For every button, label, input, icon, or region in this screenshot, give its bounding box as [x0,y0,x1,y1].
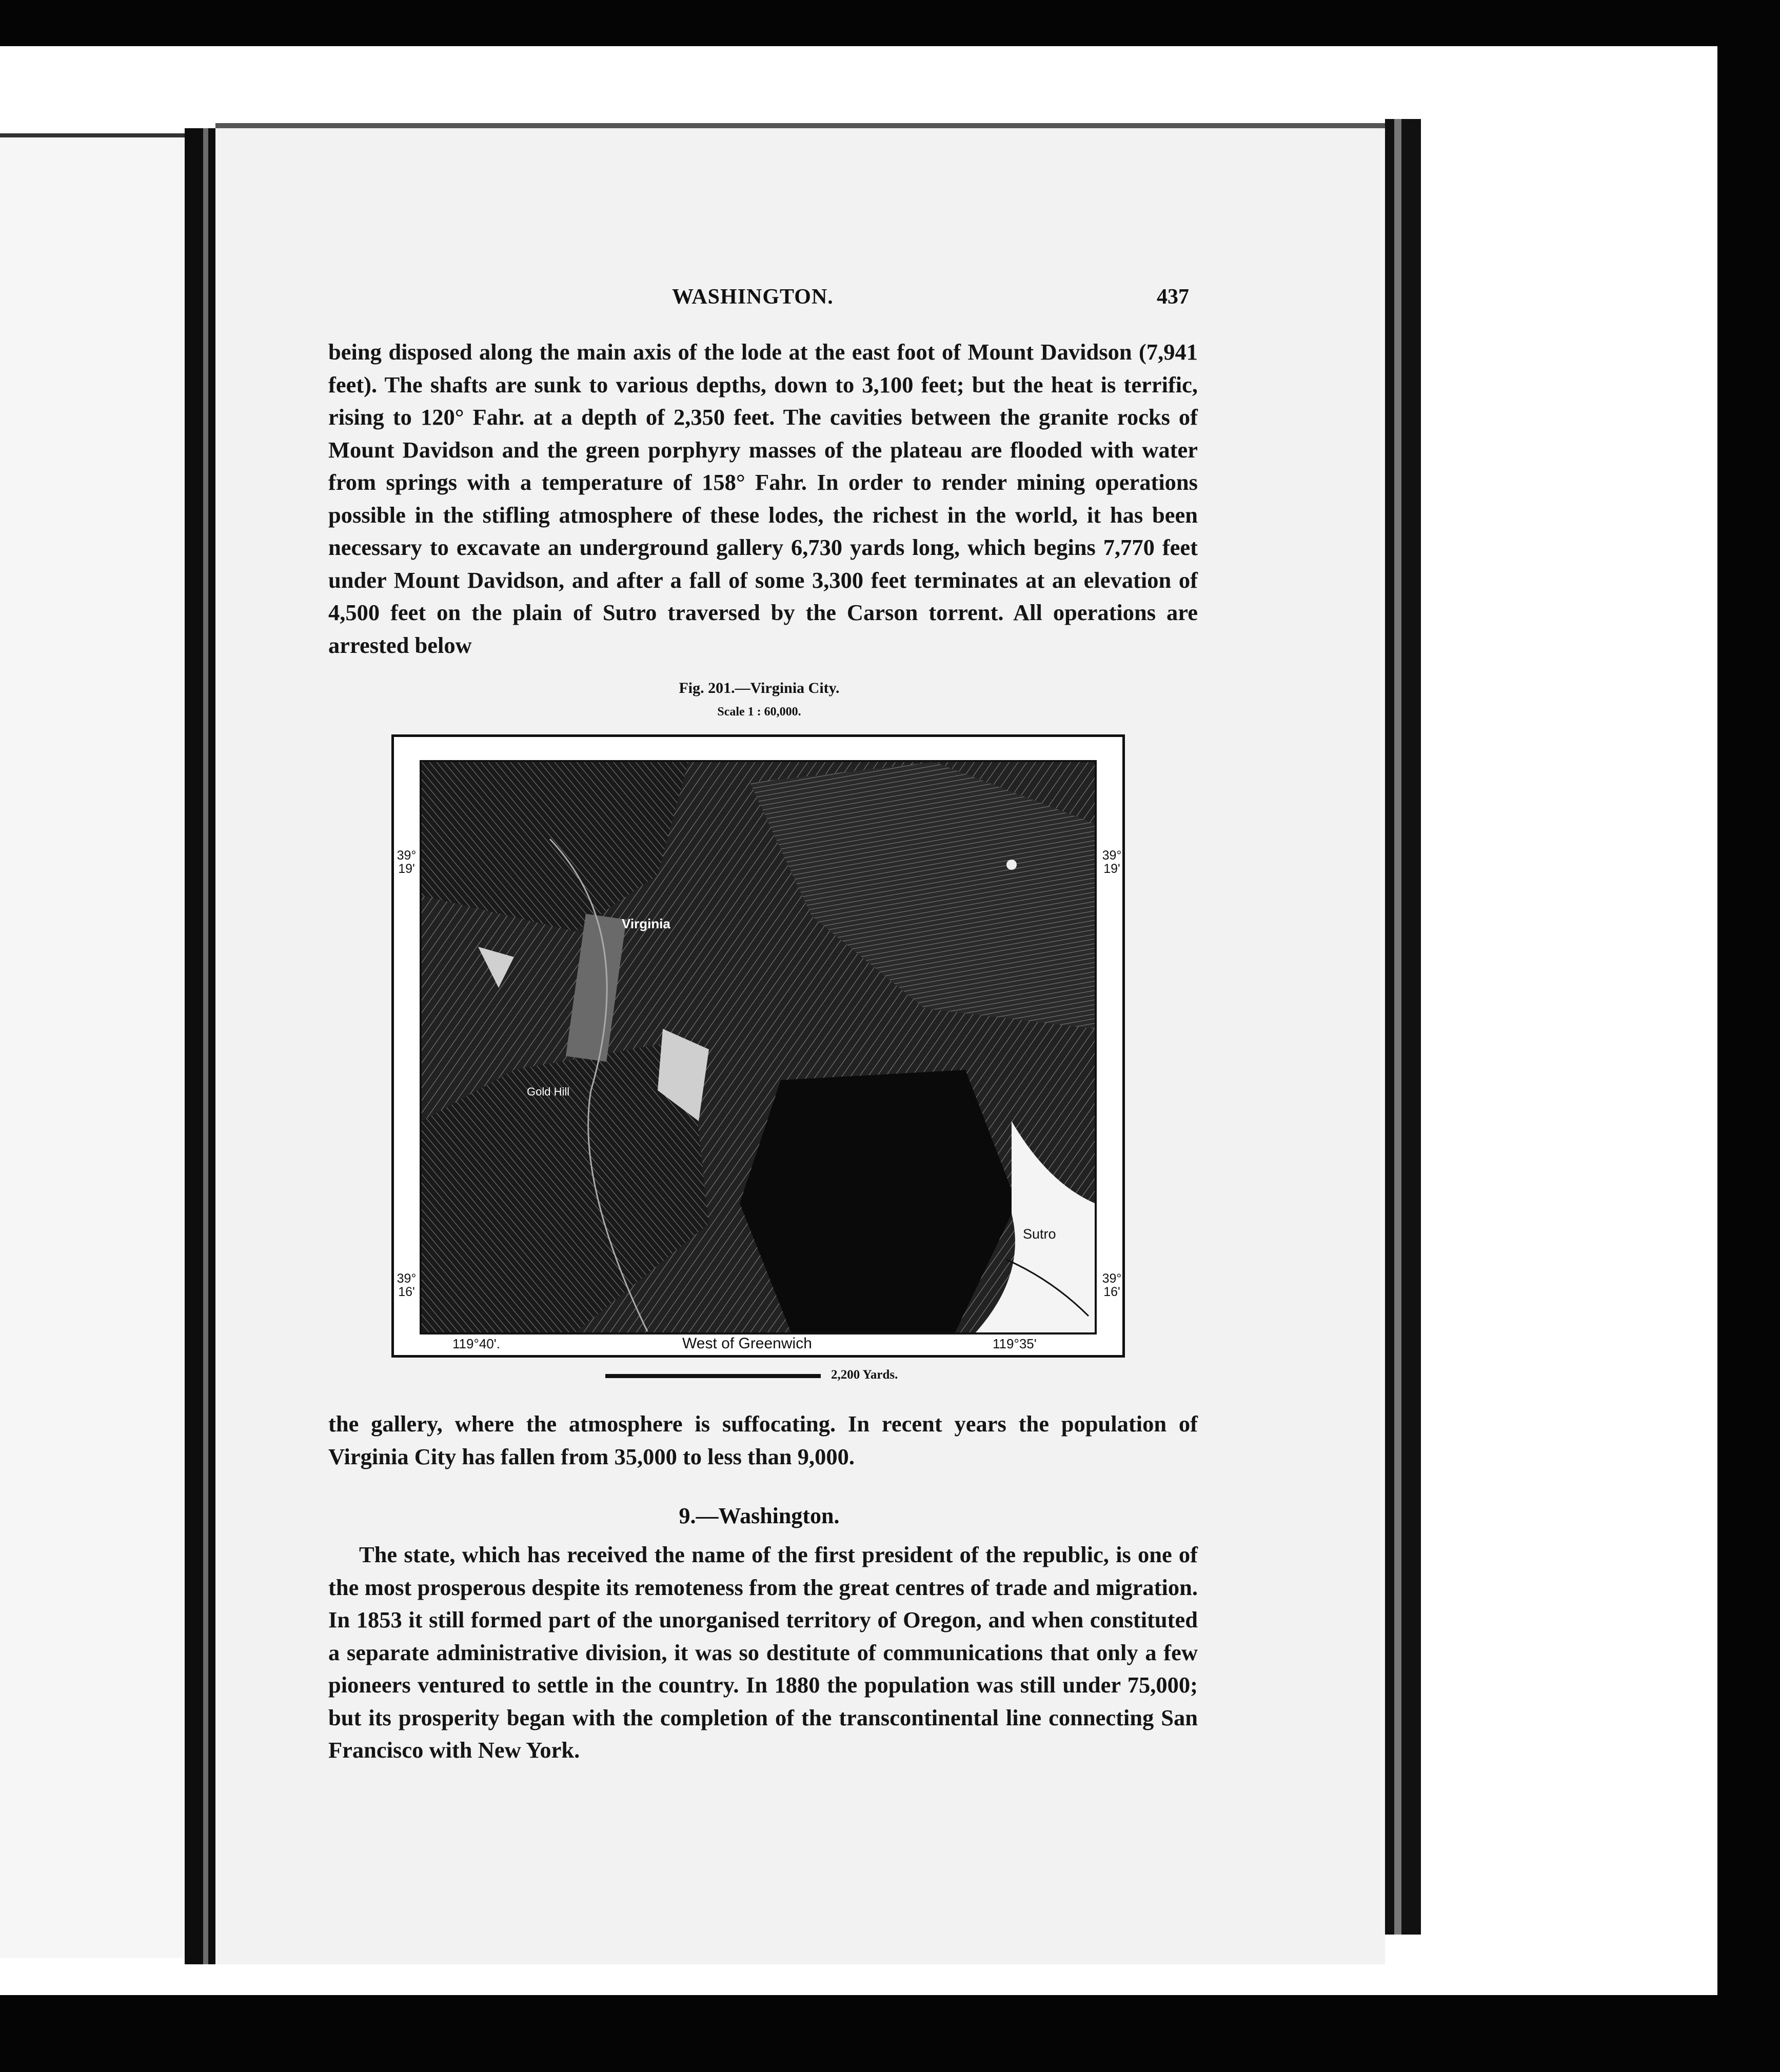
longitude-reference-label: West of Greenwich [682,1335,812,1352]
gutter-line [203,128,208,1964]
page-edge-line [1394,119,1401,1935]
scan-border-top [0,0,1780,46]
latitude-label-top-left: 39° 19' [397,848,417,876]
paragraph-text: being disposed along the main axis of the lode at the east foot of Mount Davidson (7,941 feet). The shafts are sunk to various depths, down to 3,100 feet; but the heat is terrific, rising to 120° Fahr. at a depth of 2,350 feet. The cavities between the granite rocks of Mount Davidson and the green porphyry masses of the plateau are flooded with water from springs with a temperature of 158° Fahr. In order to render mining operations possible in the stifling atmosphere of these lodes, the richest in the world, it has been necessary to excavate an underground gallery 6,730 yards long, which begins 7,770 feet under Mount Davidson, and after a fall of some 3,300 feet terminates at an elevation of 4,500 feet on the plain of Sutro traversed by the Carson torrent. All operations are arrested below [328,339,1198,658]
section-heading: 9.—Washington. [679,1503,840,1528]
book-gutter [185,128,215,1964]
map-label-gold-hill: Gold Hill [527,1085,570,1098]
body-paragraph-3 [328,1539,1198,1767]
body-paragraph-2 [328,1408,1198,1473]
longitude-label-right: 119°35' [993,1336,1037,1351]
latitude-label-bottom-left: 39° 16' [397,1271,417,1299]
running-head: WASHINGTON. [672,285,834,309]
scan-margin-right [1693,51,1717,1918]
scan-border-right [1717,0,1780,2072]
map-label-virginia: Virginia [622,916,670,931]
paragraph-text: The state, which has received the name of the first president of the republic, is one of the most prosperous despite its remoteness from the great centres of trade and migration. In 1853 it still formed part of the unorganised territory of Oregon, and when constituted a separate administrative division, it was so destitute of communications that only a few pioneers ventured to settle in the country. In 1880 the population was still under 75,000; but its prosperity began with the completion of the transcontinental line connecting San Francisco with New York. [328,1542,1198,1763]
page-number: 437 [1157,285,1189,309]
scale-bar [605,1374,821,1378]
latitude-label-top-right: 39° 19' [1102,848,1122,876]
paragraph-text: the gallery, where the atmosphere is suffocating. In recent years the population of Virginia City has fallen from 35,000 to less than 9,000. [328,1411,1198,1469]
figure-caption: Fig. 201.—Virginia City. [679,680,840,696]
virginia-city-map [420,760,1097,1334]
body-paragraph-1 [328,336,1198,662]
left-facing-page [0,133,185,1958]
scan-border-bottom [0,1995,1780,2072]
page-edge-shadow [1385,119,1421,1935]
map-label-sutro: Sutro [1023,1226,1056,1242]
scale-bar-label: 2,200 Yards. [831,1368,898,1382]
longitude-label-left: 119°40'. [452,1336,500,1351]
figure-scale: Scale 1 : 60,000. [717,705,801,719]
relief-map-graphic [422,762,1095,1332]
latitude-label-bottom-right: 39° 16' [1102,1271,1122,1299]
